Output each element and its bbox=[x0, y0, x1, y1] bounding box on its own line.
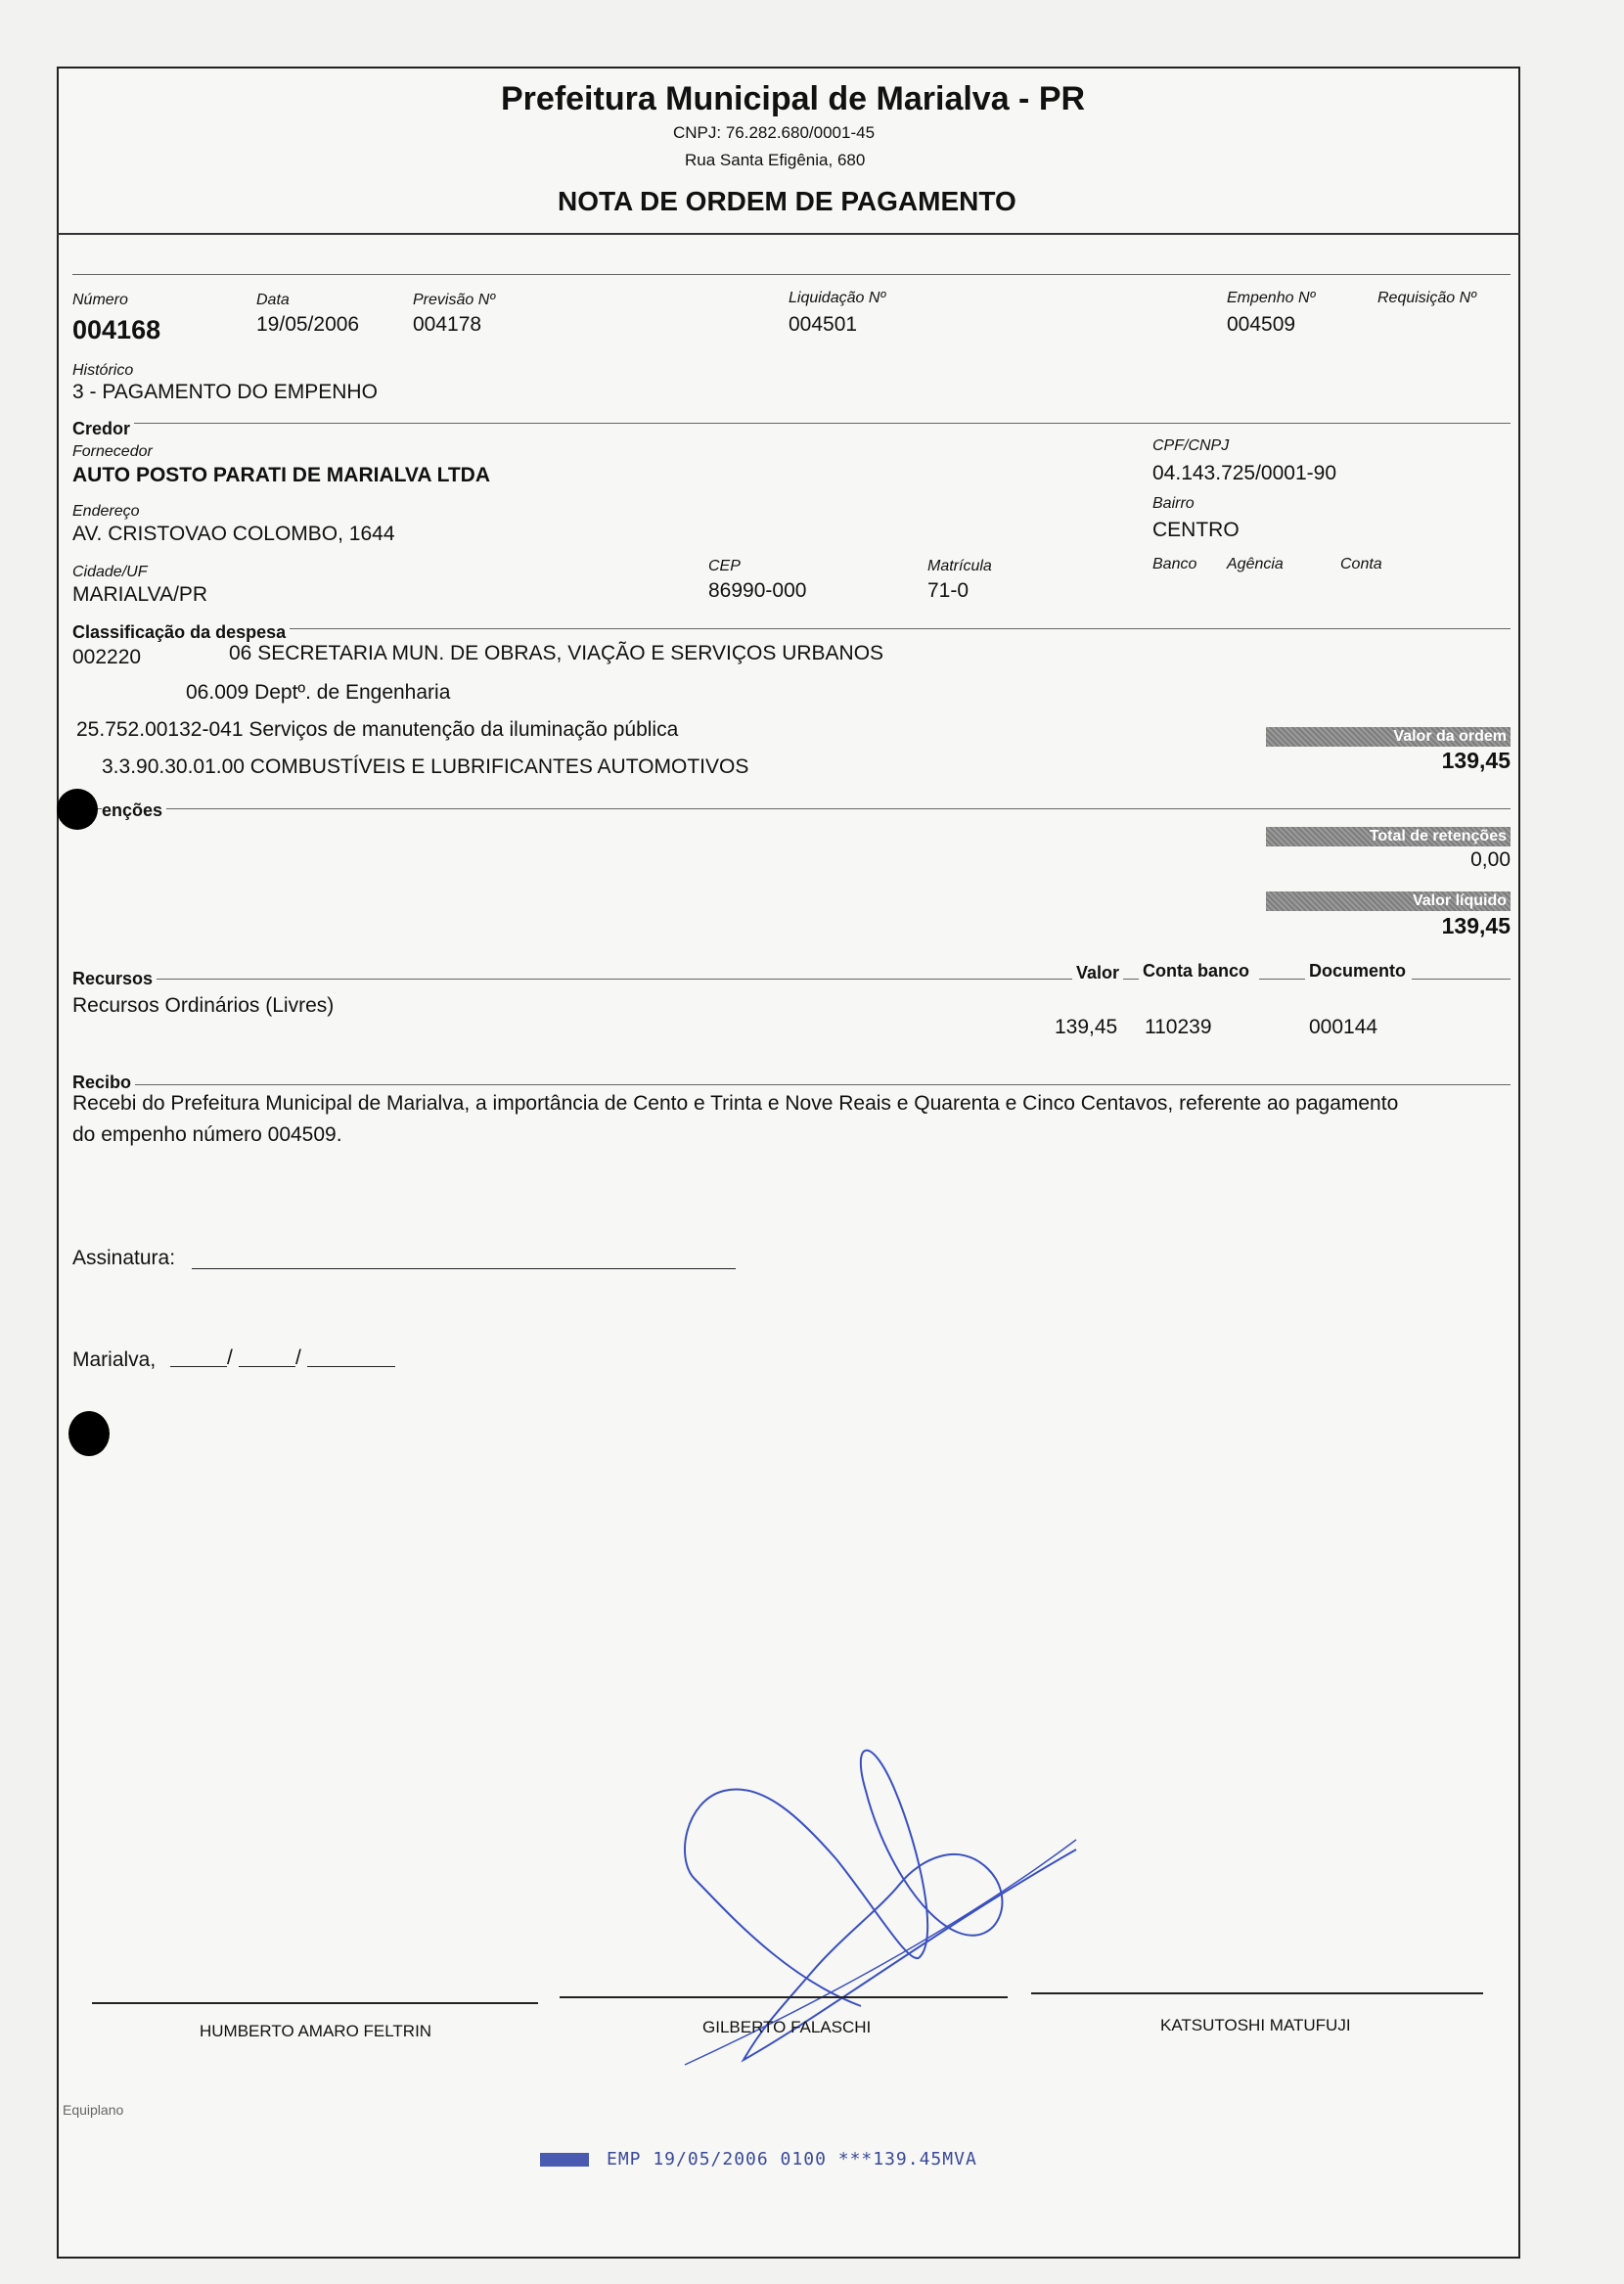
classificacao-line2: 06.009 Deptº. de Engenharia bbox=[186, 681, 451, 704]
valor-liquido-value: 139,45 bbox=[1441, 913, 1511, 938]
historico-value: 3 - PAGAMENTO DO EMPENHO bbox=[72, 381, 378, 403]
recursos-valor-label: Valor bbox=[1072, 963, 1123, 983]
classificacao-line1: 06 SECRETARIA MUN. DE OBRAS, VIAÇÃO E SERVIÇOS URBANOS bbox=[229, 642, 884, 664]
numero-label: Número bbox=[72, 292, 128, 308]
numero-value: 004168 bbox=[72, 315, 161, 344]
historico-label: Histórico bbox=[72, 362, 134, 379]
empenho-value: 004509 bbox=[1227, 313, 1296, 336]
recibo-text-line1: Recebi do Prefeitura Municipal de Marialva, a importância de Cento e Trinta e Nove Reais e Quarenta e Cinco Centavos, referente ao pagamento bbox=[72, 1092, 1399, 1115]
cidade-label: Cidade/UF bbox=[72, 564, 148, 580]
matricula-value: 71-0 bbox=[927, 579, 970, 602]
empenho-label: Empenho Nº bbox=[1227, 290, 1316, 306]
recursos-item: Recursos Ordinários (Livres) bbox=[72, 994, 335, 1017]
stamp-mark-icon bbox=[540, 2153, 589, 2167]
recibo-divider bbox=[72, 1084, 1511, 1085]
handwritten-signature bbox=[665, 1732, 1096, 2094]
recursos-valor: 139,45 bbox=[1055, 1016, 1118, 1038]
recursos-documento: 000144 bbox=[1309, 1016, 1378, 1038]
software-label: Equiplano bbox=[63, 2102, 124, 2118]
document-title: NOTA DE ORDEM DE PAGAMENTO bbox=[558, 186, 1016, 216]
date-day-line bbox=[170, 1366, 227, 1367]
classificacao-line4: 3.3.90.30.01.00 COMBUSTÍVEIS E LUBRIFICANTES AUTOMOTIVOS bbox=[102, 755, 749, 778]
recibo-text-line2: do empenho número 004509. bbox=[72, 1123, 342, 1146]
date-sep-2: / bbox=[295, 1347, 301, 1369]
signatory-3: KATSUTOSHI MATUFUJI bbox=[1160, 2016, 1351, 2034]
assinatura-label: Assinatura: bbox=[72, 1247, 176, 1269]
banco-label: Banco bbox=[1152, 556, 1197, 572]
endereco-label: Endereço bbox=[72, 503, 140, 520]
cpf-label: CPF/CNPJ bbox=[1152, 437, 1230, 454]
punch-hole-bottom bbox=[68, 1411, 110, 1456]
header-divider bbox=[57, 233, 1520, 235]
agencia-label: Agência bbox=[1227, 556, 1284, 572]
classificacao-line3: 25.752.00132-041 Serviços de manutenção da iluminação pública bbox=[76, 718, 679, 741]
liquidacao-label: Liquidação Nº bbox=[789, 290, 886, 306]
valor-ordem-label: Valor da ordem bbox=[1266, 727, 1511, 747]
assinatura-line bbox=[192, 1268, 736, 1269]
valor-ordem-value: 139,45 bbox=[1441, 748, 1511, 773]
cpf-value: 04.143.725/0001-90 bbox=[1152, 462, 1337, 484]
total-retencoes-label: Total de retenções bbox=[1266, 827, 1511, 846]
liquidacao-value: 004501 bbox=[789, 313, 858, 336]
date-year-line bbox=[307, 1366, 395, 1367]
data-value: 19/05/2006 bbox=[256, 313, 360, 336]
previsao-label: Previsão Nº bbox=[413, 292, 496, 308]
recursos-documento-label: Documento bbox=[1305, 961, 1412, 982]
retencoes-section: enções bbox=[102, 800, 166, 821]
signature-line-1 bbox=[92, 2002, 538, 2004]
signatory-1: HUMBERTO AMARO FELTRIN bbox=[200, 2022, 432, 2040]
top-divider bbox=[72, 274, 1511, 275]
bairro-value: CENTRO bbox=[1152, 519, 1240, 541]
local-label: Marialva, bbox=[72, 1348, 157, 1371]
recursos-conta-label: Conta banco bbox=[1139, 961, 1259, 982]
matricula-label: Matrícula bbox=[927, 558, 992, 574]
signature-line-3 bbox=[1031, 1992, 1483, 1994]
page-title: Prefeitura Municipal de Marialva - PR bbox=[501, 80, 1086, 117]
conta-label: Conta bbox=[1340, 556, 1382, 572]
recursos-section: Recursos bbox=[72, 969, 157, 989]
credor-section: Credor bbox=[72, 419, 134, 439]
date-month-line bbox=[239, 1366, 295, 1367]
signature-line-2 bbox=[560, 1996, 1008, 1998]
recursos-divider bbox=[72, 979, 1511, 980]
data-label: Data bbox=[256, 292, 290, 308]
punch-hole-top bbox=[57, 789, 98, 830]
endereco-value: AV. CRISTOVAO COLOMBO, 1644 bbox=[72, 523, 395, 545]
recibo-section: Recibo bbox=[72, 1073, 135, 1093]
classificacao-section: Classificação da despesa bbox=[72, 622, 290, 643]
credor-divider bbox=[72, 423, 1511, 424]
previsao-value: 004178 bbox=[413, 313, 482, 336]
cep-label: CEP bbox=[708, 558, 741, 574]
header-cnpj: CNPJ: 76.282.680/0001-45 bbox=[673, 123, 876, 142]
header-address: Rua Santa Efigênia, 680 bbox=[685, 151, 866, 169]
cidade-value: MARIALVA/PR bbox=[72, 583, 208, 606]
fornecedor-label: Fornecedor bbox=[72, 443, 153, 460]
total-retencoes-value: 0,00 bbox=[1470, 848, 1511, 871]
bank-stamp-text: EMP 19/05/2006 0100 ***139.45MVA bbox=[607, 2149, 977, 2170]
valor-liquido-label: Valor líquido bbox=[1266, 891, 1511, 911]
cep-value: 86990-000 bbox=[708, 579, 807, 602]
bairro-label: Bairro bbox=[1152, 495, 1195, 512]
fornecedor-value: AUTO POSTO PARATI DE MARIALVA LTDA bbox=[72, 464, 490, 486]
classificacao-code: 002220 bbox=[72, 646, 142, 668]
requisicao-label: Requisição Nº bbox=[1377, 290, 1476, 306]
signatory-2: GILBERTO FALASCHI bbox=[702, 2018, 872, 2036]
bank-stamp bbox=[540, 2149, 977, 2170]
retencoes-divider bbox=[72, 808, 1511, 809]
date-sep-1: / bbox=[227, 1347, 233, 1369]
recursos-conta: 110239 bbox=[1145, 1016, 1212, 1038]
